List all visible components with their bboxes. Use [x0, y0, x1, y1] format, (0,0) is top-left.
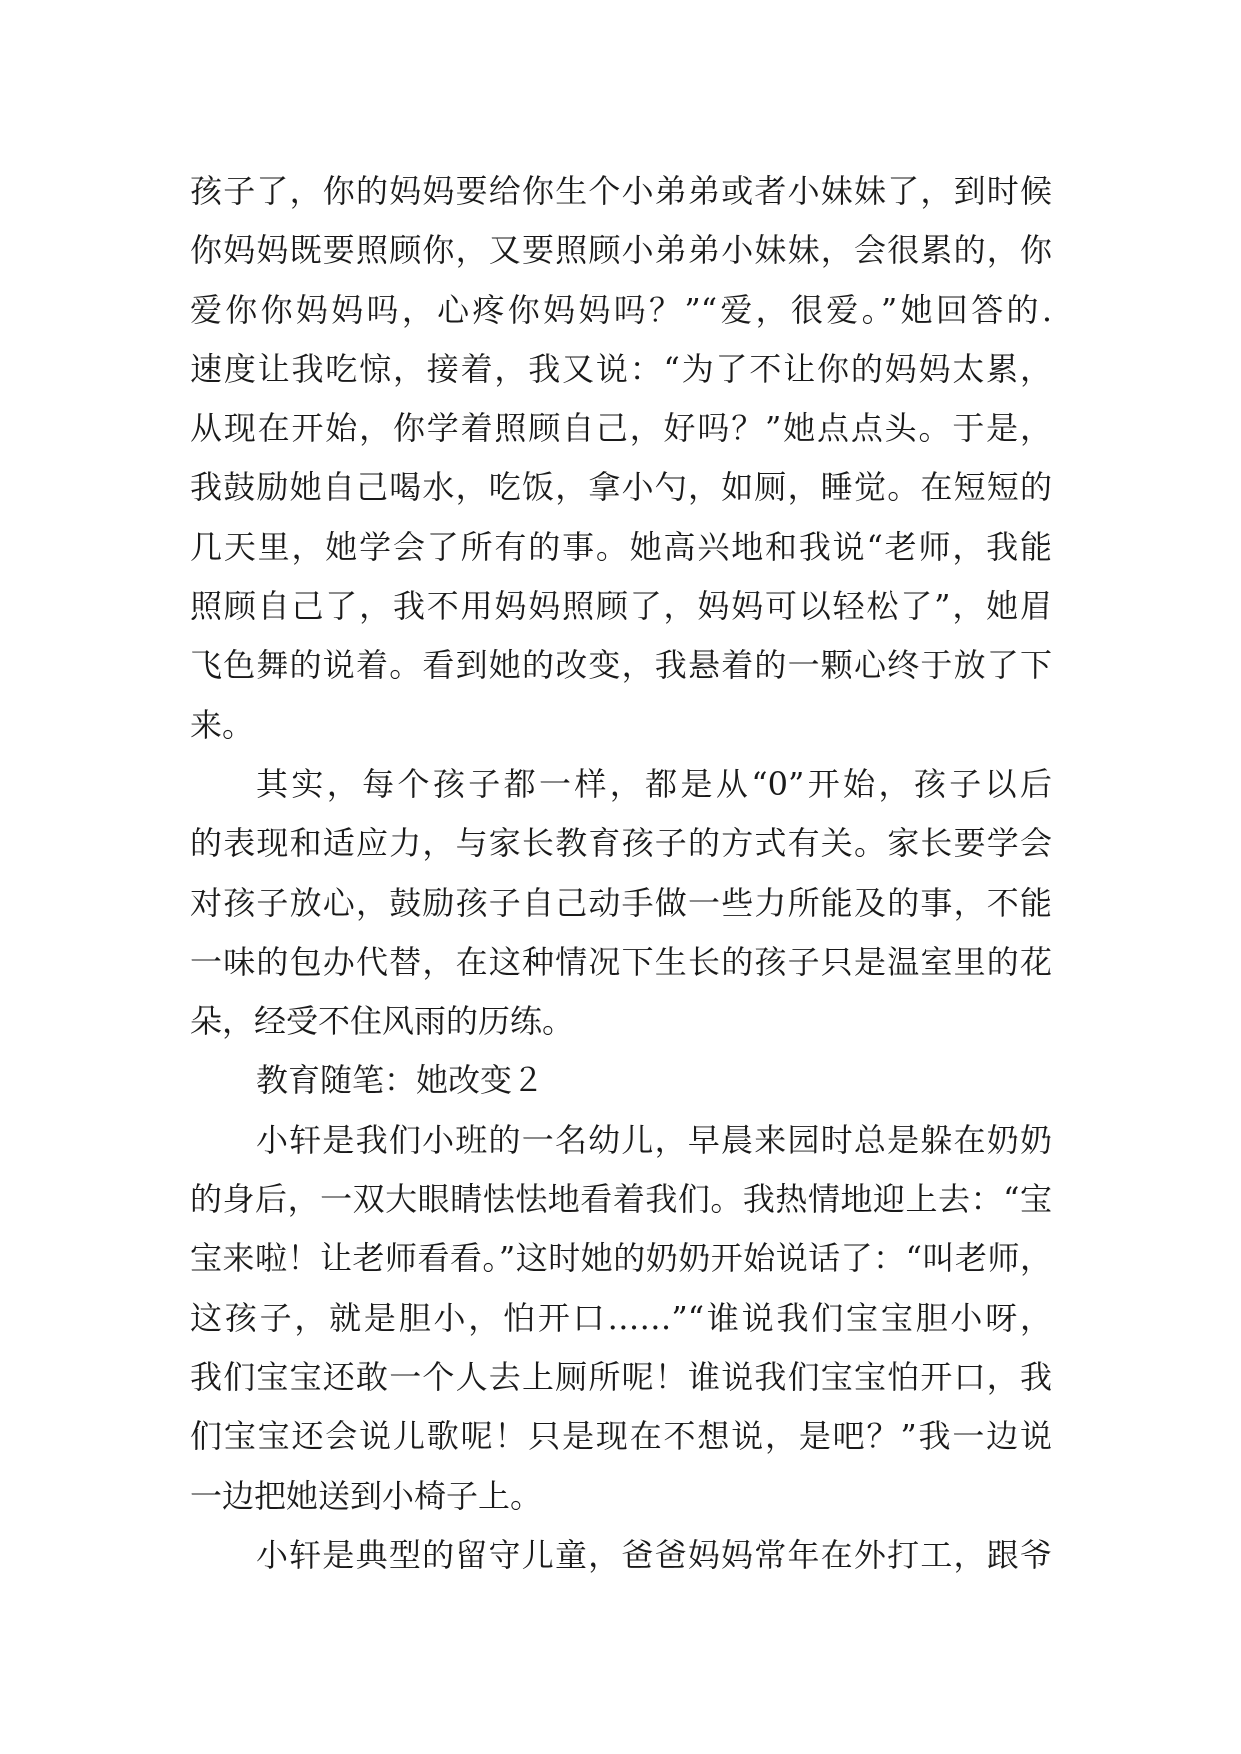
text-line: 爱你你妈妈吗，心疼你妈妈吗？”“爱，很爱。”她回答的.: [190, 290, 1052, 329]
text-line: 的身后，一双大眼睛怯怯地看着我们。我热情地迎上去：“宝: [190, 1180, 1052, 1219]
document-body: [190, 162, 1052, 1585]
text-line: 我鼓励她自己喝水，吃饭，拿小勺，如厕，睡觉。在短短的: [190, 468, 1052, 507]
text-line: 其实，每个孩子都一样，都是从“0”开始，孩子以后: [256, 764, 1052, 803]
text-line: 从现在开始，你学着照顾自己，好吗？”她点点头。于是，: [190, 409, 1052, 448]
text-line: 宝来啦！让老师看看。”这时她的奶奶开始说话了：“叫老师，: [190, 1239, 1052, 1278]
text-line: 飞色舞的说着。看到她的改变，我悬着的一颗心终于放了下: [190, 646, 1052, 685]
text-line: 一边把她送到小椅子上。: [190, 1476, 543, 1515]
text-line: 对孩子放心，鼓励孩子自己动手做一些力所能及的事，不能: [190, 883, 1052, 922]
text-line: 你妈妈既要照顾你，又要照顾小弟弟小妹妹，会很累的，你: [190, 231, 1052, 270]
text-line: 几天里，她学会了所有的事。她高兴地和我说“老师，我能: [190, 527, 1052, 566]
text-line: 我们宝宝还敢一个人去上厕所呢！谁说我们宝宝怕开口，我: [190, 1357, 1052, 1396]
text-line: 们宝宝还会说儿歌呢！只是现在不想说，是吧？”我一边说: [190, 1417, 1052, 1456]
text-line: 小轩是典型的留守儿童，爸爸妈妈常年在外打工，跟爷: [256, 1535, 1052, 1574]
text-line: 孩子了，你的妈妈要给你生个小弟弟或者小妹妹了，到时候: [190, 172, 1052, 210]
text-line: 速度让我吃惊，接着，我又说：“为了不让你的妈妈太累，: [190, 349, 1052, 388]
text-line: 一味的包办代替，在这种情况下生长的孩子只是温室里的花: [190, 942, 1052, 981]
text-line: 小轩是我们小班的一名幼儿，早晨来园时总是躲在奶奶: [256, 1120, 1052, 1159]
text-line: 的表现和适应力，与家长教育孩子的方式有关。家长要学会: [190, 824, 1052, 863]
text-line: 这孩子，就是胆小，怕开口……”“谁说我们宝宝胆小呀，: [190, 1298, 1052, 1337]
text-line: 朵，经受不住风雨的历练。: [190, 1002, 575, 1041]
text-line: 教育随笔：她改变２: [256, 1061, 545, 1100]
text-line: 来。: [190, 705, 255, 744]
text-line: 照顾自己了，我不用妈妈照顾了，妈妈可以轻松了”，她眉: [190, 587, 1052, 626]
